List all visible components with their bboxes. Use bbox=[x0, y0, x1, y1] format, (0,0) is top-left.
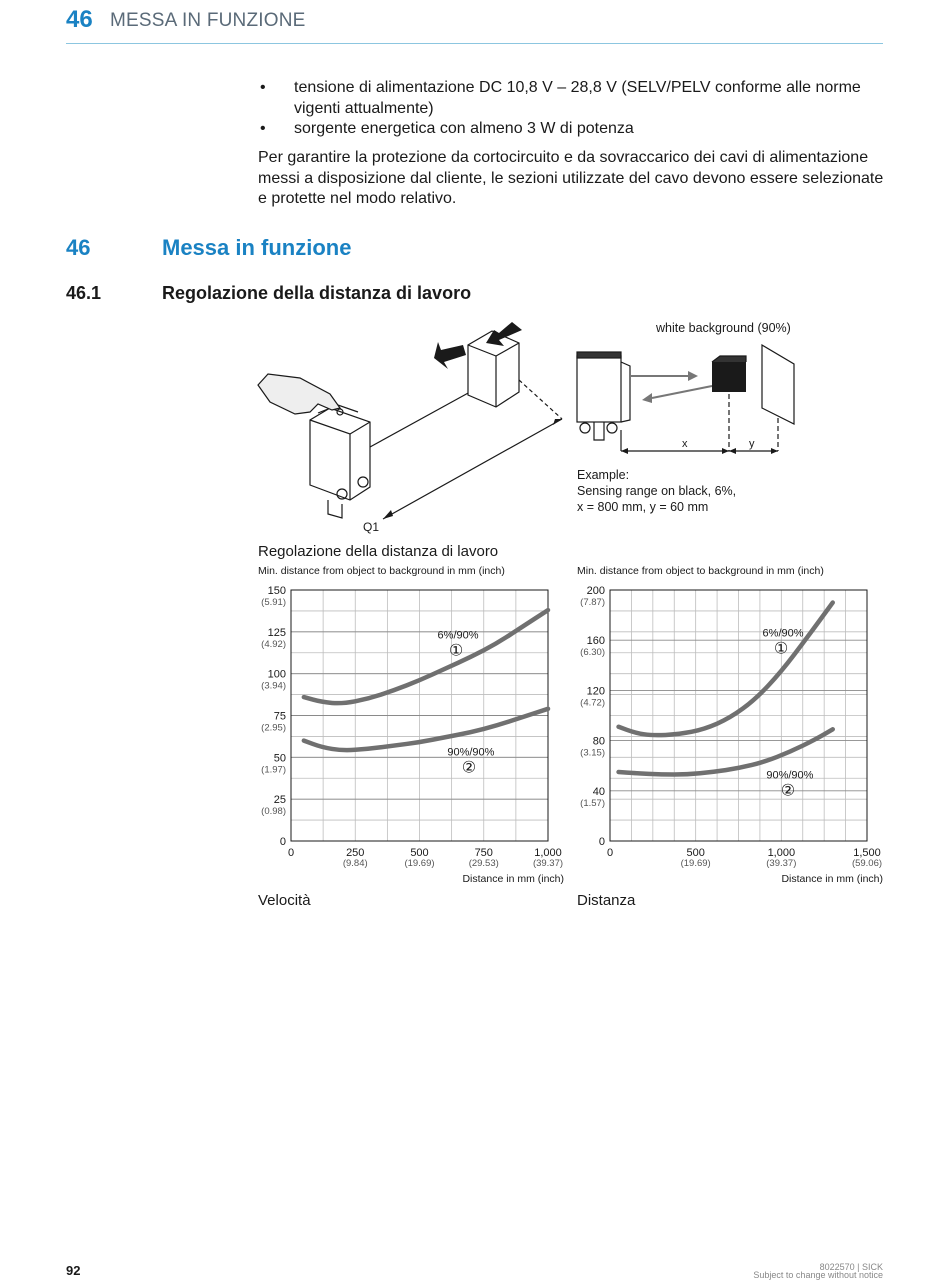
y-tick-label: 125 bbox=[267, 626, 286, 639]
y-tick-label: 200 bbox=[586, 585, 605, 597]
bullet-text: sorgente energetica con almeno 3 W di potenza bbox=[294, 120, 634, 137]
y-tick-label: 75 bbox=[273, 710, 286, 723]
arrow-out-icon bbox=[434, 342, 466, 369]
y-tick-label: 40 bbox=[592, 785, 605, 798]
series-marker: ① bbox=[773, 638, 789, 658]
example-text bbox=[577, 467, 736, 515]
page-number: 92 bbox=[66, 1263, 81, 1278]
x-tick-label: 750 bbox=[474, 847, 493, 859]
y-dimension-label: y bbox=[749, 438, 755, 450]
sensor-illustration bbox=[0, 0, 950, 540]
x-tick-label: 0 bbox=[287, 847, 295, 859]
x-tick-label: 1,000 bbox=[534, 847, 562, 859]
section-title: Messa in funzione bbox=[162, 235, 352, 260]
y-tick-label: 160 bbox=[586, 635, 605, 648]
y-axis-label: Min. distance from object to background in mm (inch) bbox=[258, 565, 505, 577]
y-tick-label: 80 bbox=[592, 735, 605, 748]
series-marker: ② bbox=[461, 757, 477, 777]
y-tick-inch-label: (6.30) bbox=[580, 647, 605, 659]
change-notice: Subject to change without notice bbox=[753, 1270, 883, 1280]
x-axis-label: Distance in mm (inch) bbox=[781, 873, 883, 885]
series-marker: ② bbox=[780, 780, 796, 800]
series-label: 90%/90% bbox=[447, 746, 495, 759]
series-line-2 bbox=[304, 709, 548, 750]
x-tick-label: 500 bbox=[410, 847, 429, 859]
y-tick-label: 50 bbox=[273, 752, 286, 765]
x-tick-inch-label: (19.69) bbox=[404, 858, 435, 869]
series-label: 6%/90% bbox=[437, 629, 479, 642]
series-label: 90%/90% bbox=[766, 769, 814, 782]
x-tick-inch-label: (39.37) bbox=[766, 858, 797, 869]
y-tick-inch-label: (0.98) bbox=[261, 806, 286, 818]
y-tick-inch-label: (1.57) bbox=[580, 797, 605, 809]
x-tick-inch-label: (19.69) bbox=[680, 858, 711, 869]
y-tick-label: 100 bbox=[267, 668, 286, 681]
x-tick-inch-label: (29.53) bbox=[468, 858, 499, 869]
y-tick-inch-label: (4.92) bbox=[261, 638, 286, 650]
white-background bbox=[762, 345, 794, 424]
x-tick-inch-label: (39.37) bbox=[532, 858, 564, 869]
y-tick-label: 120 bbox=[586, 685, 605, 698]
chart-distanza bbox=[569, 562, 889, 885]
x-tick-inch-label: (59.06) bbox=[851, 858, 883, 869]
y-tick-inch-label: (1.97) bbox=[261, 764, 286, 776]
charts-title: Regolazione della distanza di lavoro bbox=[258, 543, 499, 560]
x-tick-inch-label: (9.84) bbox=[342, 858, 368, 869]
y-tick-label: 25 bbox=[273, 794, 286, 807]
chapter-number: 46 bbox=[66, 6, 93, 33]
bullet-item: • sorgente energetica con almeno 3 W di potenza bbox=[260, 120, 634, 137]
y-tick-inch-label: (3.15) bbox=[580, 747, 605, 759]
y-tick-inch-label: (4.72) bbox=[580, 697, 605, 709]
white-background-label: white background (90%) bbox=[656, 321, 791, 335]
body-paragraph: Per garantire la protezione da cortocircuito e da sovraccarico dei cavi di alimentazione messi a disposizione dal cliente, le sezioni utilizzate del cavo devono essere selezionate e protette nel modo relativo. bbox=[258, 149, 884, 207]
y-tick-inch-label: (3.94) bbox=[261, 680, 286, 692]
q1-label: Q1 bbox=[363, 520, 380, 534]
x-tick-label: 0 bbox=[606, 847, 614, 859]
x-axis-label: Distance in mm (inch) bbox=[462, 873, 564, 885]
y-tick-inch-label: (5.91) bbox=[261, 597, 286, 608]
x-tick-label: 1,500 bbox=[853, 847, 881, 859]
chart-caption-velocita: Velocità bbox=[258, 892, 311, 909]
series-label: 6%/90% bbox=[762, 627, 804, 640]
series-line-1 bbox=[304, 610, 548, 703]
y-axis-label: Min. distance from object to background in mm (inch) bbox=[577, 565, 824, 577]
example-line: Sensing range on black, 6%, bbox=[577, 484, 737, 498]
doc-reference: 8022570 | SICK bbox=[819, 1262, 883, 1272]
sensor-body-right bbox=[577, 356, 621, 422]
y-tick-inch-label: (2.95) bbox=[261, 722, 286, 734]
bullet-text: tensione di alimentazione DC 10,8 V – 28,8 V (SELV/PELV conforme alle norme vigenti attualmente) bbox=[294, 79, 861, 117]
chart-velocita bbox=[250, 562, 570, 885]
series-marker: ① bbox=[448, 640, 464, 660]
hand-drawing bbox=[258, 374, 340, 414]
y-tick-label: 150 bbox=[267, 585, 286, 597]
chart-caption-distanza: Distanza bbox=[577, 892, 636, 909]
section-number: 46 bbox=[66, 235, 91, 260]
y-tick-label: 0 bbox=[279, 836, 286, 848]
x-tick-label: 250 bbox=[346, 847, 365, 859]
bullet-item: • tensione di alimentazione DC 10,8 V – 28,8 V (SELV/PELV conforme alle norme vigenti attualmente) bbox=[260, 79, 861, 117]
y-tick-inch-label: (7.87) bbox=[580, 597, 605, 608]
subsection-number: 46.1 bbox=[66, 283, 102, 303]
x-dimension-label: x bbox=[682, 438, 688, 450]
subsection-title: Regolazione della distanza di lavoro bbox=[162, 283, 472, 303]
example-line: x = 800 mm, y = 60 mm bbox=[577, 500, 709, 514]
y-tick-label: 0 bbox=[598, 836, 605, 848]
x-tick-label: 500 bbox=[686, 847, 705, 859]
example-line: Example: bbox=[577, 468, 630, 482]
chapter-title: MESSA IN FUNZIONE bbox=[110, 10, 306, 31]
x-tick-label: 1,000 bbox=[767, 847, 796, 859]
